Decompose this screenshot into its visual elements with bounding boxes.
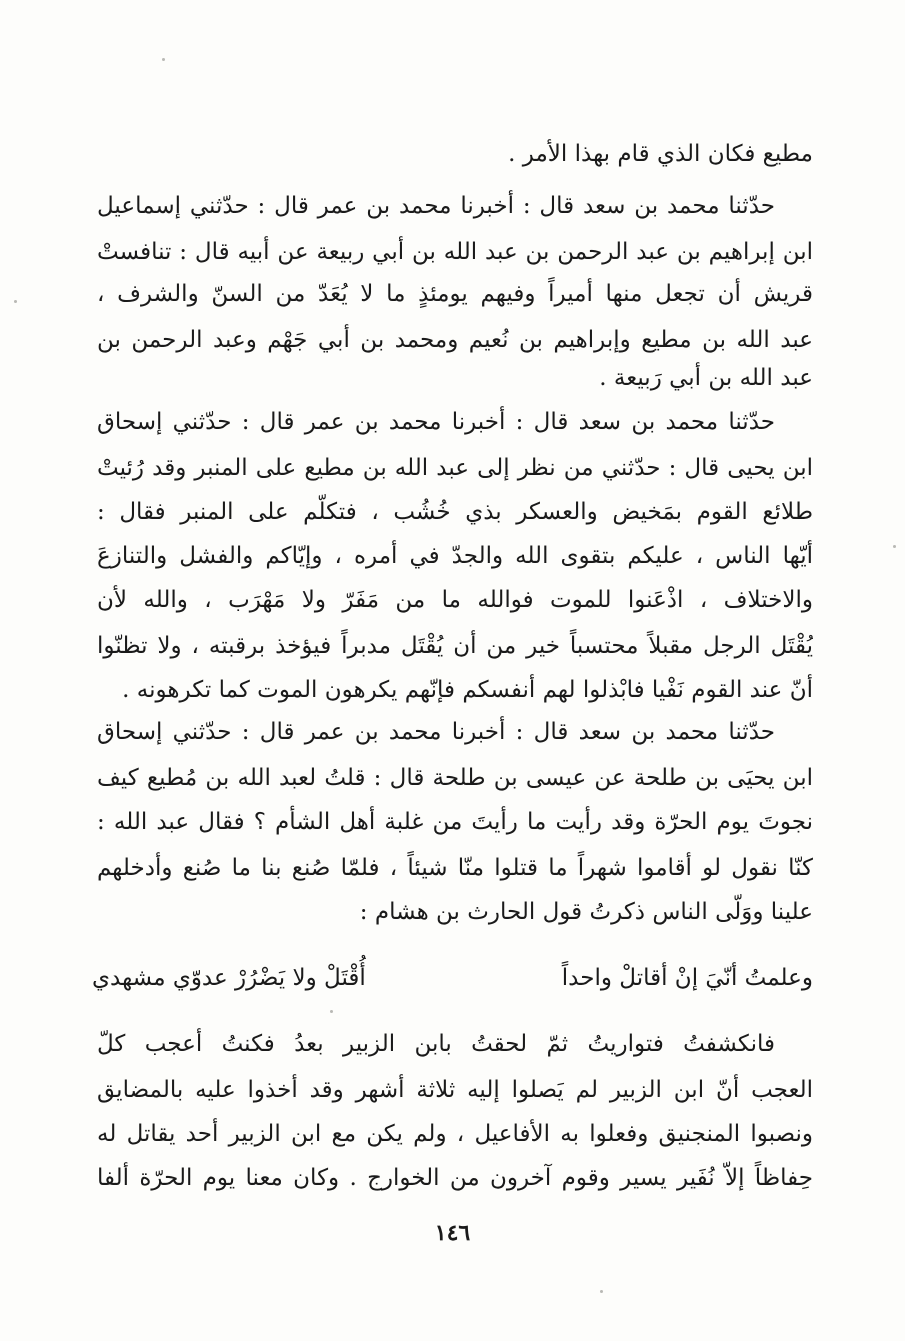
text-line: أيّها الناس ، عليكم بتقوى الله والجدّ في أمره ، وإيّاكم والفشل والتنازعَ [97, 543, 813, 569]
verse-second-hemistich: أُقْتَلْ ولا يَضْرُرْ عدوّي مشهدي [92, 965, 366, 991]
text-line: نجوتَ يوم الحرّة وقد رأيت ما رأيتَ من غلبة أهل الشأم ؟ فقال عبد الله : [97, 809, 813, 835]
paper-speck [162, 58, 165, 61]
paper-speck [893, 545, 896, 548]
text-line: عبد الله بن أبي رَبيعة . [599, 365, 813, 391]
text-line: طلائع القوم بمَخيض والعسكر بذي خُشُب ، فتكلّم على المنبر فقال : [97, 499, 813, 525]
text-line: ابن يحيى قال : حدّثني من نظر إلى عبد الله بن مطيع على المنبر وقد رُئيتْ [97, 455, 813, 481]
text-line: العجب أنّ ابن الزبير لم يَصلوا إليه ثلاثة أشهر وقد أخذوا عليه بالمضايق [97, 1077, 813, 1103]
text-line: فانكشفتُ فتواريتُ ثمّ لحقتُ بابن الزبير بعدُ فكنتُ أعجب كلّ [97, 1031, 775, 1057]
text-line: قريش أن تجعل منها أميراً وفيهم يومئذٍ ما لا يُعَدّ من السنّ والشرف ، [97, 281, 813, 307]
text-line: حدّثنا محمد بن سعد قال : أخبرنا محمد بن عمر قال : حدّثني إسماعيل [97, 193, 775, 219]
text-line: ابن إبراهيم بن عبد الرحمن بن عبد الله بن أبي ربيعة عن أبيه قال : تنافستْ [97, 239, 813, 265]
paper-speck [14, 300, 17, 303]
text-line: مطيع فكان الذي قام بهذا الأمر . [508, 141, 813, 167]
text-line: أنّ عند القوم نَفْيا فابْذلوا لهم أنفسكم فإنّهم يكرهون الموت كما تكرهونه . [122, 677, 813, 703]
text-line: عبد الله بن مطيع وإبراهيم بن نُعيم ومحمد بن أبي جَهْم وعبد الرحمن بن [97, 327, 813, 353]
verse-first-hemistich: وعلمتُ أنّيَ إنْ أقاتلْ واحداً [561, 965, 813, 991]
text-line: علينا ووَلّى الناس ذكرتُ قول الحارث بن هشام : [359, 899, 813, 925]
text-line: ونصبوا المنجنيق وفعلوا به الأفاعيل ، ولم يكن مع ابن الزبير أحد يقاتل له [97, 1121, 813, 1147]
text-line: والاختلاف ، اذْعَنوا للموت فوالله ما من مَفَرّ ولا مَهْرَب ، والله لأن [97, 587, 813, 613]
paper-speck [600, 1290, 603, 1293]
text-line: حِفاظاً إلاّ نُفَير يسير وقوم آخرون من الخوارج . وكان معنا يوم الحرّة ألفا [97, 1165, 813, 1191]
text-line: يُقْتَل الرجل مقبلاً محتسباً خير من أن يُقْتَل مدبراً فيؤخذ برقبته ، ولا تظنّوا [97, 633, 813, 659]
page-number: ١٤٦ [434, 1220, 471, 1246]
text-line: كنّا نقول لو أقاموا شهراً ما قتلوا منّا شيئاً ، فلمّا صُنع بنا ما صُنع وأدخلهم [97, 855, 813, 881]
paper-speck [330, 1010, 333, 1013]
text-line: حدّثنا محمد بن سعد قال : أخبرنا محمد بن عمر قال : حدّثني إسحاق [97, 409, 775, 435]
text-line: ابن يحيَى بن طلحة عن عيسى بن طلحة قال : قلتُ لعبد الله بن مُطيع كيف [97, 765, 813, 791]
text-line: حدّثنا محمد بن سعد قال : أخبرنا محمد بن عمر قال : حدّثني إسحاق [97, 719, 775, 745]
